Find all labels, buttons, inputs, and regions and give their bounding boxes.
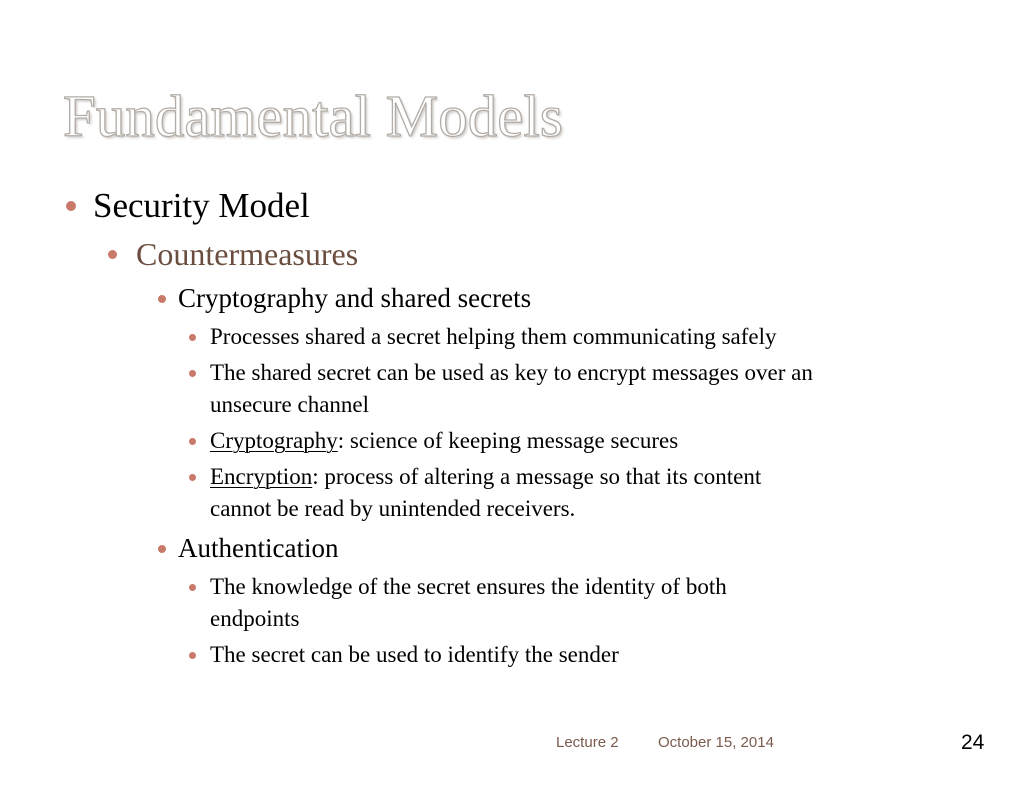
bullet-icon <box>189 438 196 445</box>
point-identify-sender: The secret can be used to identify the sender <box>210 642 619 667</box>
point-encryption-definition-line2: cannot be read by unintended receivers. <box>210 496 576 521</box>
footer-lecture: Lecture 2 <box>556 734 619 751</box>
footer-date: October 15, 2014 <box>658 734 774 751</box>
bullet-icon <box>189 584 196 591</box>
bullet-icon <box>108 250 117 259</box>
point-cryptography-definition <box>210 425 678 457</box>
point-processes-shared-secret: Processes shared a secret helping them communicating safely <box>210 324 777 349</box>
definition-cryptography: : science of keeping message secures <box>337 428 679 453</box>
bullet-security-model: Security Model <box>93 186 310 225</box>
bullet-cryptography-shared-secrets: Cryptography and shared secrets <box>178 283 532 313</box>
bullet-authentication: Authentication <box>178 533 339 563</box>
term-encryption: Encryption <box>210 464 313 489</box>
definition-encryption: : process of altering a message so that its content <box>312 464 762 489</box>
bullet-icon <box>158 545 166 553</box>
point-knowledge-identity-line2: endpoints <box>210 606 300 631</box>
point-shared-secret-key-line1: The shared secret can be used as key to encrypt messages over an <box>210 360 813 385</box>
bullet-icon <box>158 295 166 303</box>
term-cryptography: Cryptography <box>210 428 338 453</box>
point-shared-secret-key-line2: unsecure channel <box>210 392 370 417</box>
bullet-icon <box>189 334 196 341</box>
slide-title: Fundamental Models <box>63 83 563 149</box>
bullet-icon <box>189 474 196 481</box>
point-encryption-definition-line1 <box>210 461 761 493</box>
bullet-countermeasures: Countermeasures <box>136 236 359 272</box>
bullet-icon <box>189 370 196 377</box>
page-number: 24 <box>961 731 985 754</box>
point-knowledge-identity-line1: The knowledge of the secret ensures the identity of both <box>210 574 727 599</box>
bullet-icon <box>189 652 196 659</box>
bullet-icon <box>66 201 76 211</box>
